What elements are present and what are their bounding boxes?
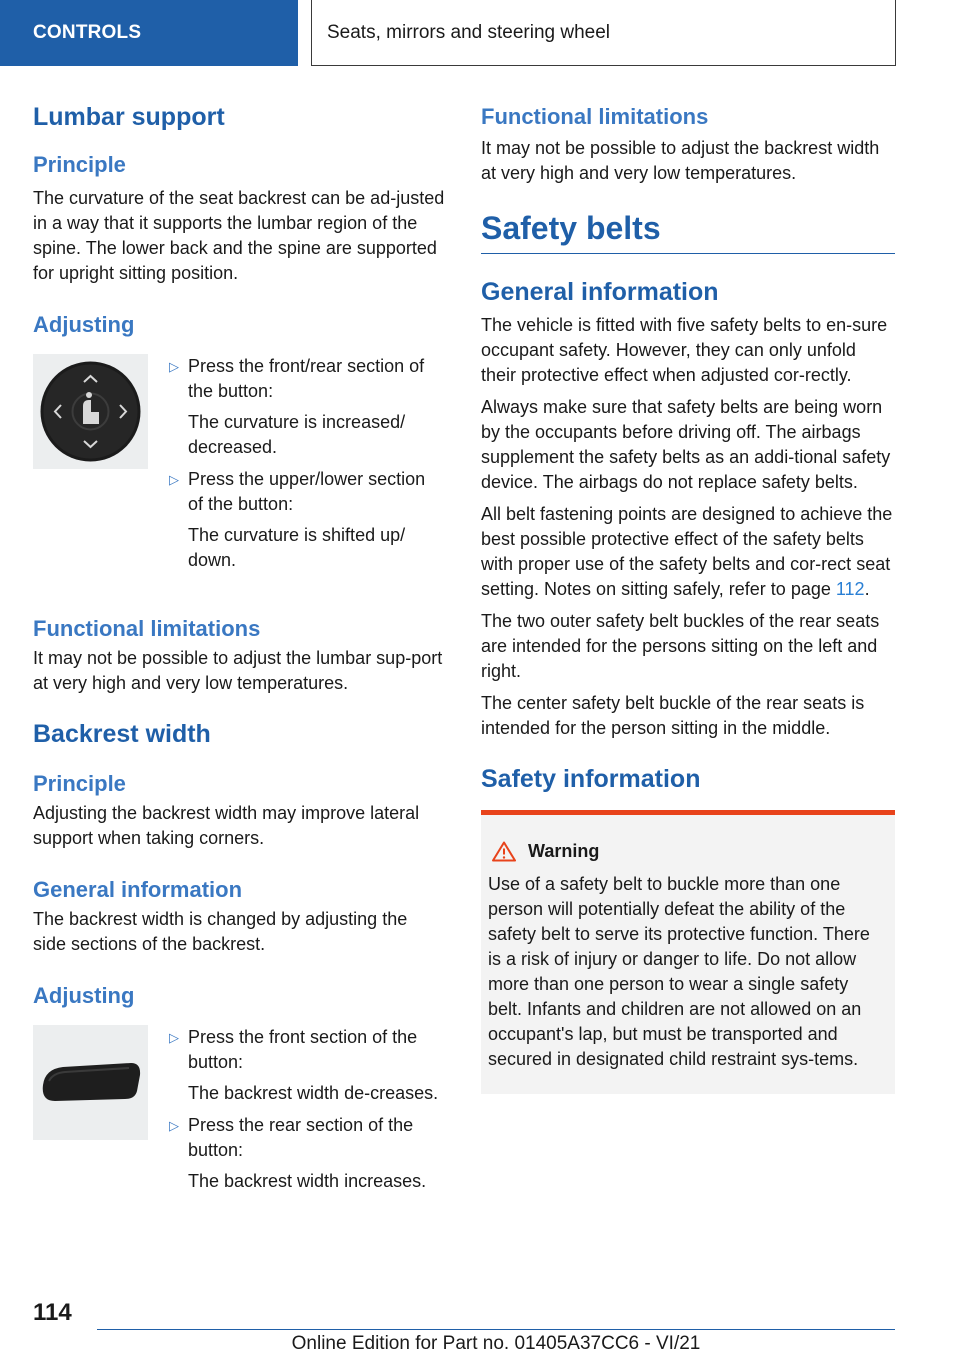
functional-limitations-text: It may not be possible to adjust the lumbar sup-port at very high and very low temperatures.	[33, 648, 443, 693]
step-result: The curvature is increased/ decreased.	[188, 412, 406, 457]
warning-triangle-icon	[492, 841, 516, 862]
page-header	[0, 0, 960, 66]
bw-general-text: The backrest width is changed by adjusting the side sections of the backrest.	[33, 909, 408, 954]
chapter-tab	[311, 0, 896, 66]
bw-adjusting-heading: Adjusting	[33, 983, 135, 1008]
step-text: Press the front/rear section of the button:	[188, 356, 425, 401]
general-info-paragraph-5: The center safety belt buckle of the rear seats is intended for the person sitting in the middle.	[481, 693, 865, 738]
triangle-bullet-icon: ▷	[169, 1030, 179, 1045]
right-column	[481, 96, 895, 1094]
step-text: Press the rear section of the button:	[188, 1115, 414, 1160]
step-result: The curvature is shifted up/ down.	[188, 525, 406, 570]
warning-label: Warning	[528, 841, 600, 861]
backrest-width-control-icon	[33, 1025, 148, 1140]
page-number: 114	[33, 1299, 72, 1326]
bw-principle-text: Adjusting the backrest width may improve lateral support when taking corners.	[33, 803, 420, 848]
safety-belts-heading: Safety belts	[481, 210, 661, 246]
lumbar-steps	[169, 354, 445, 580]
general-info-paragraph-1: The vehicle is fitted with five safety belts to en-sure occupant safety. However, they can only unfold their protective effect when adjusted cor-rectly.	[481, 315, 888, 385]
general-information-heading: General information	[481, 278, 719, 306]
bw-general-heading: General information	[33, 877, 243, 902]
step-result: The backrest width increases.	[188, 1171, 427, 1191]
triangle-bullet-icon: ▷	[169, 1118, 179, 1133]
edition-text: Online Edition for Part no. 01405A37CC6 - VI/21	[291, 1333, 701, 1354]
section-tab[interactable]	[0, 0, 298, 66]
paragraph-3-end: .	[864, 579, 870, 599]
lumbar-control-icon	[33, 354, 148, 469]
general-info-paragraph-2: Always make sure that safety belts are being worn by the occupants before driving off. The airbags supplement the safety belts as an addi-tional safety device. The airbags do not replace safety belts.	[481, 397, 891, 492]
safety-belts-heading-block	[481, 210, 895, 254]
step-result: The backrest width de-creases.	[188, 1083, 439, 1103]
lumbar-button-image	[33, 354, 148, 469]
warning-header	[488, 841, 887, 862]
list-item	[169, 467, 445, 573]
list-item	[169, 1025, 445, 1106]
paragraph-3-text: All belt fastening points are designed to achieve the best possible protective effect of the safety belts with proper use of the safety belts and cor-rect seat setting. Notes on sitting safely, refer to page	[481, 504, 893, 599]
functional-limitations-heading: Functional limitations	[33, 616, 261, 641]
backrest-width-heading: Backrest width	[33, 720, 211, 748]
list-item	[169, 1113, 445, 1194]
bw-steps	[169, 1025, 445, 1201]
backrest-button-image	[33, 1025, 148, 1140]
step-text: Press the upper/lower section of the button:	[188, 469, 426, 514]
footer-divider	[97, 1329, 895, 1330]
triangle-bullet-icon: ▷	[169, 359, 179, 374]
general-info-paragraph-3	[481, 502, 895, 602]
triangle-bullet-icon: ▷	[169, 472, 179, 487]
step-text: Press the front section of the button:	[188, 1027, 418, 1072]
adjusting-heading: Adjusting	[33, 312, 135, 337]
general-info-paragraph-4: The two outer safety belt buckles of the rear seats are intended for the persons sitting on the left and right.	[481, 611, 880, 681]
bw-principle-heading: Principle	[33, 771, 126, 796]
page-reference-link[interactable]: 112	[835, 579, 865, 599]
bw-functional-limitations-text: It may not be possible to adjust the backrest width at very high and very low temperatures.	[481, 138, 880, 183]
principle-heading: Principle	[33, 152, 126, 177]
lumbar-support-heading: Lumbar support	[33, 103, 225, 131]
warning-text: Use of a safety belt to buckle more than one person will potentially defeat the ability of the safety belt to serve its protective function. There is a risk of injury or danger to life. Do not allow more than one person to wear a single safety belt. Infants and children are not allowed on an occupant's lap, but must be transported and secured in designated child restraint sys-tems.	[488, 874, 870, 1069]
lumbar-adjust-section	[33, 354, 445, 580]
principle-text: The curvature of the seat backrest can be ad-justed in a way that it supports the lumbar region of the spine. The lower back and the spine are supported for upright sitting position.	[33, 188, 445, 283]
left-column	[33, 96, 445, 1201]
safety-information-heading: Safety information	[481, 765, 701, 793]
section-label: CONTROLS	[33, 22, 142, 43]
chapter-label: Seats, mirrors and steering wheel	[327, 21, 611, 43]
bw-adjust-section	[33, 1025, 445, 1201]
list-item	[169, 354, 445, 460]
bw-functional-limitations-heading: Functional limitations	[481, 104, 709, 129]
warning-box	[481, 810, 895, 1094]
